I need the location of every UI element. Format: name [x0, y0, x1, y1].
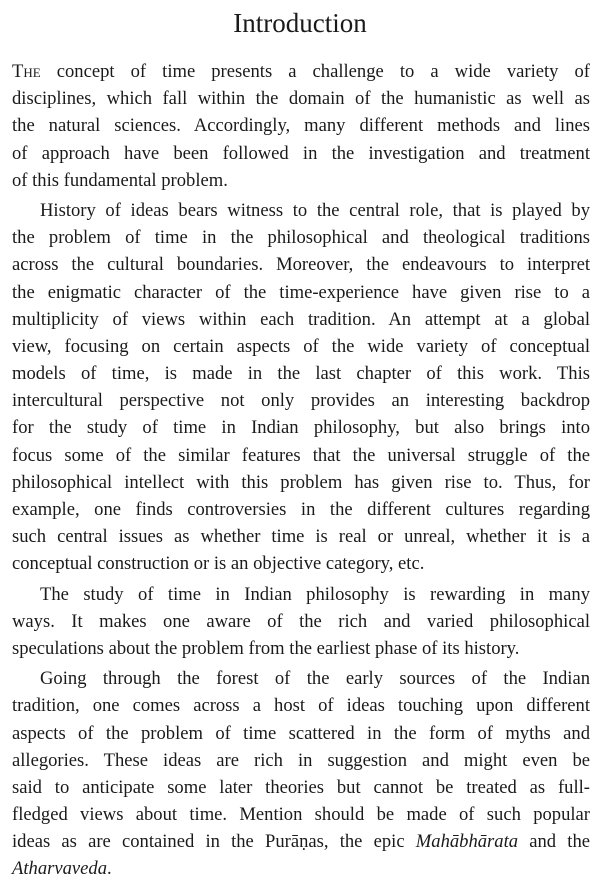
text-line [12, 550, 590, 577]
line-text: concept of time presents a challenge to a wide variety of [40, 61, 590, 82]
line-text: conceptual construction or is an objective category, etc. [12, 553, 425, 575]
line-text: The study of time in Indian philosophy is rewarding in many [40, 583, 590, 605]
text-line [12, 333, 590, 360]
line-text: intercultural perspective not only provides an interesting backdrop [12, 390, 590, 412]
text-line [12, 112, 590, 139]
line-text: view, focusing on certain aspects of the wide variety of conceptual [12, 335, 590, 357]
first-word: The [12, 61, 41, 82]
paragraph-1 [12, 58, 590, 194]
text-line [12, 496, 590, 523]
text-line [12, 442, 590, 469]
text-line: ideas as are contained in the Purāṇas, the epic Mahābhārata and the [12, 831, 590, 853]
line-text: of approach have been followed in the investigation and treatment [12, 142, 590, 164]
text-line [12, 608, 590, 635]
text-line [12, 140, 590, 167]
line-text: History of ideas bears witness to the central role, that is played by [40, 199, 590, 221]
text-line [12, 414, 590, 441]
text-line [12, 801, 590, 828]
text-line [12, 774, 590, 801]
line-text: the natural sciences. Accordingly, many different methods and lines [12, 115, 590, 137]
line-text: aspects of the problem of time scattered in the form of myths and [12, 722, 590, 744]
text-line [12, 581, 590, 608]
line-text: speculations about the problem from the earliest phase of its history. [12, 637, 520, 659]
text-line [12, 692, 590, 719]
line-text: focus some of the similar features that the universal struggle of the [12, 444, 590, 466]
page-title: Introduction [233, 8, 367, 38]
text-line: Atharvaveda. [12, 858, 112, 880]
text-line [12, 360, 590, 387]
paragraph-2 [12, 197, 590, 578]
text-line [12, 251, 590, 278]
line-text: example, one finds controversies in the different cultures regarding [12, 499, 590, 520]
text-line [12, 523, 590, 550]
document-body [12, 58, 590, 886]
line-text: fledged views about time. Mention should be made of such popular [12, 804, 590, 826]
text-line [12, 720, 590, 747]
paragraph-4 [12, 665, 590, 883]
text-line [12, 85, 590, 112]
line-text: for the study of time in Indian philosophy, but also brings into [12, 417, 590, 439]
line-text: tradition, one comes across a host of ideas touching upon different [12, 695, 590, 717]
text-line [12, 387, 590, 414]
line-text: said to anticipate some later theories but cannot be treated as full- [12, 776, 590, 798]
line-text: philosophical intellect with this problem has given rise to. Thus, for [12, 471, 590, 493]
line-text: such central issues as whether time is real or unreal, whether it is a [12, 526, 590, 548]
line-text: across the cultural boundaries. Moreover, the endeavours to interpret [12, 254, 590, 276]
text-line [12, 167, 590, 194]
text-line [12, 224, 590, 251]
text-line [12, 635, 590, 662]
text-line [12, 279, 590, 306]
line-text: multiplicity of views within each tradition. An attempt at a global [12, 308, 590, 330]
paragraph-3 [12, 581, 590, 663]
line-text: allegories. These ideas are rich in suggestion and might even be [12, 749, 590, 771]
line-text: the problem of time in the philosophical and theological traditions [12, 227, 590, 249]
line-text: Going through the forest of the early sources of the Indian [40, 668, 590, 690]
line-text: the enigmatic character of the time-experience have given rise to a [12, 281, 590, 303]
line-text: ways. It makes one aware of the rich and varied philosophical [12, 610, 590, 632]
line-text: models of time, is made in the last chapter of this work. This [12, 363, 590, 385]
text-line [12, 58, 590, 85]
text-line [12, 197, 590, 224]
text-line [12, 747, 590, 774]
line-text: of this fundamental problem. [12, 169, 228, 191]
text-line [12, 469, 590, 496]
text-line [12, 306, 590, 333]
line-text: disciplines, which fall within the domain of the humanistic as well as [12, 88, 590, 110]
text-line [12, 665, 590, 692]
